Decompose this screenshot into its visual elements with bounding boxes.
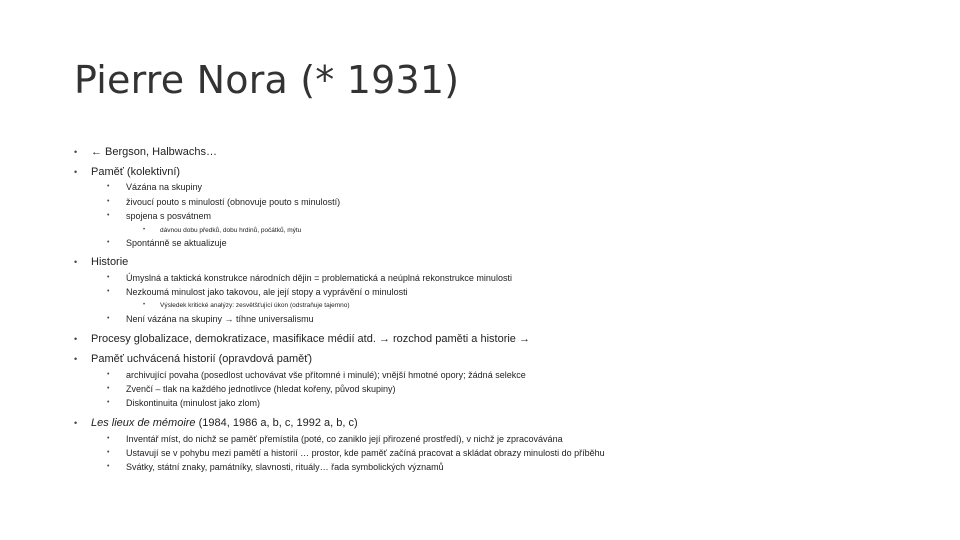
bullet-marker: • [107,399,110,406]
slide-title: Pierre Nora (* 1931) [74,58,460,102]
bullet-text: Není vázána na skupiny → tíhne universalismu [126,314,314,324]
bullet-marker: • [74,334,78,344]
bullet-marker: • [107,449,110,456]
bullet-marker: • [74,257,78,267]
bullet-text: Úmyslná a taktická konstrukce národních dějin = problematická a neúplná rekonstrukce minulosti [126,273,512,283]
bullet-marker: • [74,354,78,364]
bullet-text: Ustavují se v pohybu mezi pamětí a historií … prostor, kde paměť začíná pracovat a skládat obrazy minulosti do příběhu [126,448,605,458]
bullet-marker: • [107,198,110,205]
bullet-text: Spontánně se aktualizuje [126,238,227,248]
book-years: (1984, 1986 a, b, c, 1992 a, b, c) [195,417,358,429]
bullet-text: Výsledek kritické analýzy: zesvětšťující úkon (odstraňuje tajemno) [160,302,350,309]
bullet-text: ← Bergson, Halbwachs… [91,146,217,158]
bullet-marker: • [107,274,110,281]
bullet-marker: • [74,167,78,177]
bullet-marker: • [107,212,110,219]
bullet-text: živoucí pouto s minulostí (obnovuje pouto s minulostí) [126,197,341,207]
bullet-marker: • [107,385,110,392]
bullet-marker: • [107,371,110,378]
bullet-text: Paměť uchvácená historií (opravdová paměť) [91,353,313,365]
bullet-text [91,418,358,429]
bullet-text: Zvenčí – tlak na každého jednotlivce (hledat kořeny, původ skupiny) [126,384,396,394]
bullet-marker: • [107,239,110,246]
bullet-marker: • [107,315,110,322]
bullet-marker: • [107,435,110,442]
bullet-marker: • [143,227,146,233]
bullet-marker: • [74,147,78,157]
bullet-text: Vázána na skupiny [126,182,203,192]
bullet-text: archivující povaha (posedlost uchovávat vše přítomné i minulé); vnější hmotné opory; žádná selekce [126,370,526,380]
bullet-text: Svátky, státní znaky, památníky, slavnosti, rituály… řada symbolických významů [126,462,444,472]
bullet-marker: • [107,183,110,190]
bullet-text: Diskontinuita (minulost jako zlom) [126,398,261,408]
bullet-text: Procesy globalizace, demokratizace, masifikace médií atd. → rozchod paměti a historie → [91,333,530,345]
bullet-text: Inventář míst, do nichž se paměť přemístila (poté, co zaniklo její přirozené prostředí), v nichž je zpracovávána [126,434,563,444]
bullet-marker: • [107,288,110,295]
bullet-text: dávnou dobu předků, dobu hrdinů, počátků, mýtu [160,227,302,234]
bullet-marker: • [143,302,146,308]
bullet-text: Paměť (kolektivní) [91,166,181,178]
book-title: Les lieux de mémoire [91,417,196,429]
bullet-marker: • [74,418,78,428]
bullet-marker: • [107,463,110,470]
bullet-text: spojena s posvátnem [126,211,212,221]
bullet-text: Nezkoumá minulost jako takovou, ale její stopy a vyprávění o minulosti [126,287,408,297]
bullet-text: Historie [91,256,129,268]
